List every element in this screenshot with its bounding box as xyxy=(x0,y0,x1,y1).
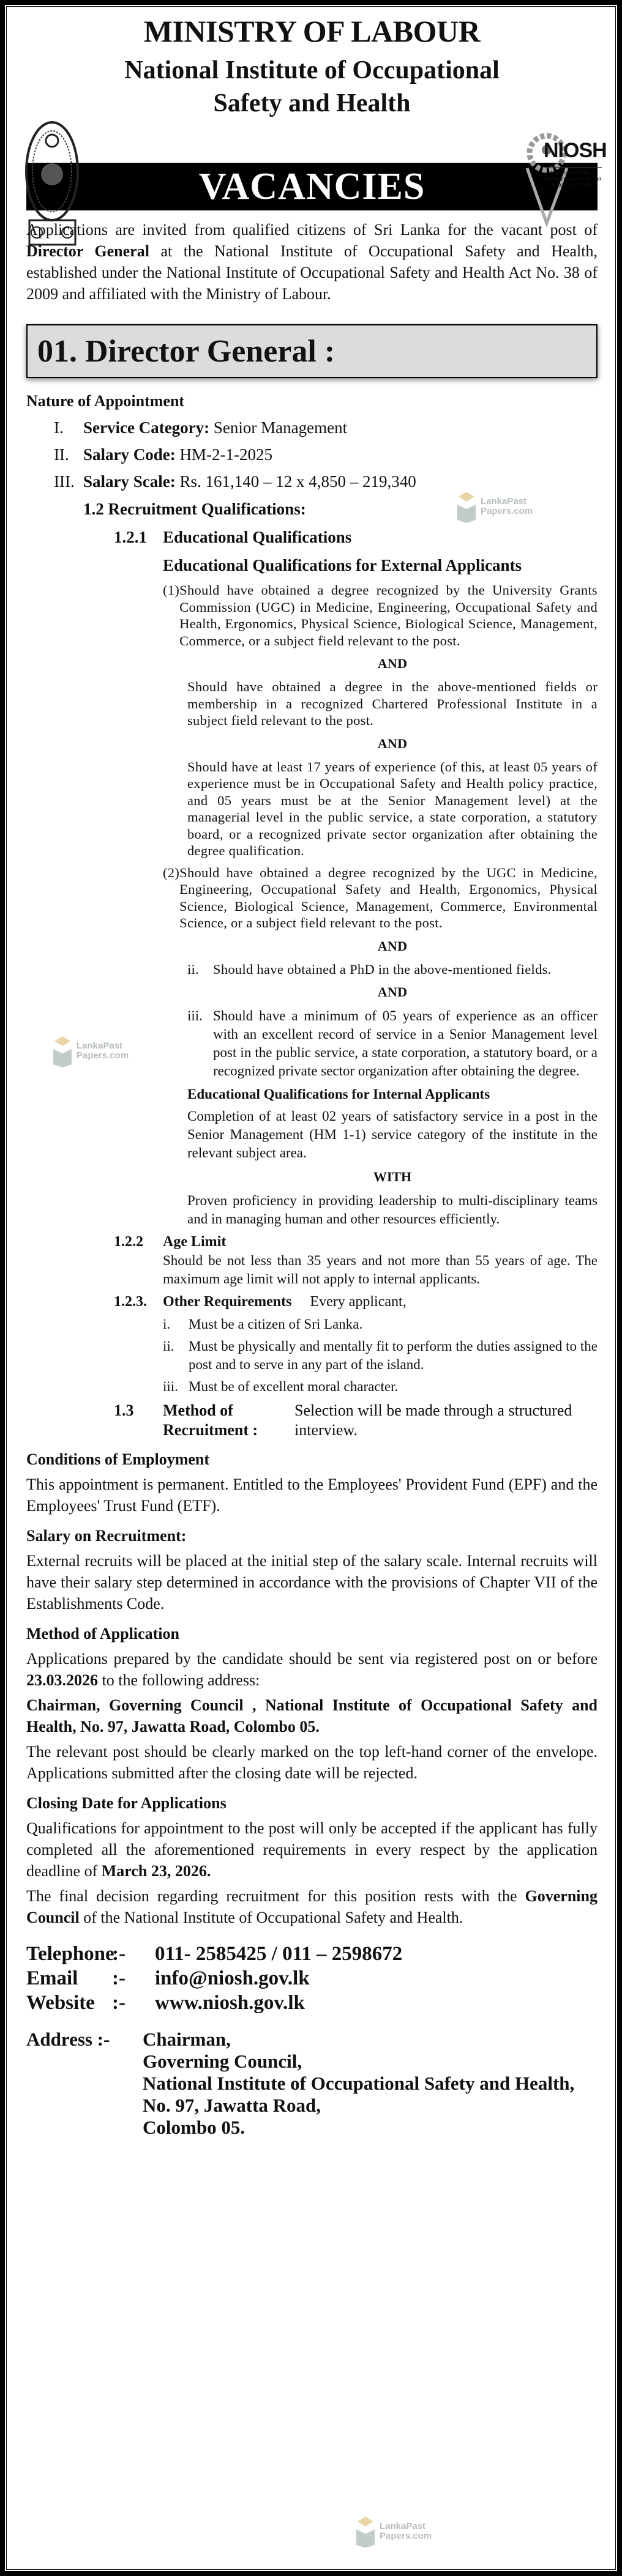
item-text: Should have a minimum of 05 years of experience as an officer with an excellent record of service in a Senior Management level post in the public service, a state corporation, a statutory board, or a recognized private sector organization after obtaining the degree. xyxy=(213,1008,598,1078)
nature-heading: Nature of Appointment xyxy=(26,392,185,410)
nature-item xyxy=(26,417,598,439)
watermark-text: LankaPast xyxy=(380,2520,426,2531)
application-heading: Method of Application xyxy=(26,1625,179,1642)
contacts xyxy=(26,1942,598,2015)
address-line: No. 97, Jawatta Road, xyxy=(143,2095,321,2116)
salary-text: External recruits will be placed at the initial step of the salary scale. Internal recruits will have their salary step determined in accordance with the provisions of Chapter VII of the Establishments Code. xyxy=(26,1552,598,1613)
address-line: National Institute of Occupational Safety and Health, xyxy=(143,2073,575,2094)
vacancies-banner: VACANCIES xyxy=(26,163,598,210)
watermark-text: LankaPast xyxy=(77,1040,123,1051)
vacancy-advertisement xyxy=(26,0,607,2139)
qualification-item-2-ii xyxy=(187,961,598,978)
item-label: Service Category: xyxy=(83,418,210,437)
item-num: iii. xyxy=(163,1379,178,1394)
watermark xyxy=(52,1034,129,1067)
ministry-title: MINISTRY OF LABOUR xyxy=(143,14,481,48)
contact-telephone xyxy=(26,1942,598,1966)
contact-label: Telephone xyxy=(26,1943,114,1965)
intro-text: Applications are invited from qualified citizens of Sri Lanka for the vacant post of xyxy=(26,221,598,239)
item-text: Must be of excellent moral character. xyxy=(189,1379,399,1394)
contact-sep: :- xyxy=(112,1943,126,1965)
address-label: Address :- xyxy=(26,2029,110,2050)
section-num: 1.3 xyxy=(114,1401,134,1419)
address-line: Chairman, xyxy=(143,2029,231,2050)
section-title: Educational Qualifications xyxy=(163,528,352,546)
telephone-value: 011- 2585425 / 011 – 2598672 xyxy=(155,1943,403,1965)
final-text-end: of the National Institute of Occupational Safety and Health. xyxy=(79,1909,463,1926)
qualification-item-1c: Should have at least 17 years of experience (of this, at least 05 years of experience must be in Occupational Safety and Health policy practice, and 05 years must be at the Senior Management level) at the managerial level in the public service, a state corporation, a statutory board, or a recognized private sector organization after obtaining the degree qualification. xyxy=(187,759,598,858)
contact-label: Email xyxy=(26,1967,78,1989)
internal-qualification-text-2: Proven proficiency in providing leadership to multi-disciplinary teams and in managing human and other resources efficiently. xyxy=(187,1193,598,1227)
closing-heading: Closing Date for Applications xyxy=(26,1794,227,1812)
address-line: Colombo 05. xyxy=(143,2117,245,2138)
email-link[interactable]: info@niosh.gov.lk xyxy=(155,1967,310,1989)
application-date: 23.03.2026 xyxy=(26,1671,98,1689)
niosh-subtitle: National Institute of Occupational Safety and Health • Sri Lanka xyxy=(544,167,602,188)
address-line: Governing Council, xyxy=(143,2051,302,2072)
item-num: i. xyxy=(163,1316,171,1332)
post-title-box: 01. Director General : xyxy=(26,324,598,378)
watermark xyxy=(355,2514,432,2548)
method-text: Selection will be made through a structured interview. xyxy=(294,1401,572,1439)
item-label: Salary Scale: xyxy=(83,472,176,491)
application-text-start: Applications prepared by the candidate should be sent via registered post on or before xyxy=(26,1650,598,1668)
niosh-logo xyxy=(489,125,605,229)
intro-paragraph xyxy=(26,219,598,305)
final-decision-text xyxy=(26,1885,598,1928)
item-num: ii. xyxy=(163,1338,174,1354)
other-requirements-intro: Every applicant, xyxy=(310,1294,407,1310)
contact-website xyxy=(26,1991,598,2015)
watermark-text: Papers.com xyxy=(380,2530,432,2541)
and-separator: AND xyxy=(377,735,408,751)
item-value: Rs. 161,140 – 12 x 4,850 – 219,340 xyxy=(175,472,416,491)
conditions-text: This appointment is permanent. Entitled to the Employees' Provident Fund (EPF) and the Employees' Trust Fund (ETF). xyxy=(26,1475,598,1515)
contact-email xyxy=(26,1966,598,1991)
other-requirements-heading xyxy=(26,1292,598,1312)
and-separator: AND xyxy=(377,984,408,1000)
closing-text xyxy=(26,1817,598,1882)
section-num: 1.2.2 xyxy=(114,1234,143,1250)
contact-label: Website xyxy=(26,1992,95,2014)
institute-title: National Institute of Occupational Safety and Health xyxy=(124,56,500,117)
educational-qualifications-heading xyxy=(26,525,598,549)
watermark-text: Papers.com xyxy=(481,505,533,516)
graduation-book-icon xyxy=(456,489,477,523)
external-qualifications xyxy=(26,582,598,1001)
watermark xyxy=(456,489,533,523)
item-num: (1) xyxy=(163,582,180,598)
external-applicants-heading: Educational Qualifications for External Applicants xyxy=(163,556,522,574)
item-label: Salary Code: xyxy=(83,445,176,464)
post-name: Director General xyxy=(26,242,149,260)
application-note: The relevant post should be clearly marked on the top left-hand corner of the envelope. Applications submitted after the closing date will be rejected. xyxy=(26,1743,598,1782)
section-num: 1.2.3. xyxy=(114,1294,147,1310)
method-of-recruitment xyxy=(26,1401,598,1440)
address-block xyxy=(26,2029,598,2139)
application-text xyxy=(26,1648,598,1691)
requirement-item xyxy=(163,1315,598,1334)
external-heading xyxy=(26,554,598,577)
closing-text-start: Qualifications for appointment to the post will only be accepted if the applicant has fully completed all the aforementioned requirements in every respect by the application deadline of xyxy=(26,1819,598,1880)
item-num: II. xyxy=(54,445,69,464)
item-text: Should have obtained a PhD in the above-mentioned fields. xyxy=(213,961,552,977)
application-address: Chairman, Governing Council , National Institute of Occupational Safety and Health, No. 97, Jawatta Road, Colombo 05. xyxy=(26,1696,598,1735)
qualification-item-2 xyxy=(163,864,598,932)
contact-sep: :- xyxy=(112,1967,126,1989)
niosh-name: NIOSH xyxy=(544,139,607,162)
graduation-book-icon xyxy=(355,2514,376,2548)
and-separator: AND xyxy=(377,656,408,671)
qualification-item-2-iii xyxy=(187,1007,598,1080)
nature-item xyxy=(26,444,598,466)
governing-council: Governing Council xyxy=(26,1887,598,1926)
conditions-heading: Conditions of Employment xyxy=(26,1450,210,1468)
closing-date: March 23, 2026. xyxy=(101,1862,211,1880)
qualification-item-1 xyxy=(163,582,598,649)
website-link[interactable]: www.niosh.gov.lk xyxy=(155,1992,305,2014)
internal-applicants-heading: Educational Qualifications for Internal Applicants xyxy=(187,1086,490,1102)
watermark-text: Papers.com xyxy=(77,1050,129,1061)
intro-text-end: at the National Institute of Occupational Safety and Health, established under the National Institute of Occupational Safety and Health Act No. 38 of 2009 and affiliated with the Ministry of Labour. xyxy=(26,242,598,303)
item-text: Should have obtained a degree recognized by the UGC in Medicine, Engineering, Occupational Safety and Health, Ergonomics, Physical Science, Biological Science, Management, Commerce, Environmental Science, or a subject field relevant to the post. xyxy=(179,864,598,930)
section-num: 1.2.1 xyxy=(114,528,147,546)
contact-sep: :- xyxy=(112,1992,126,2014)
item-text: Should have obtained a degree recognized by the University Grants Commission (UGC) in Medicine, Engineering, Occupational Safety and Health, Ergonomics, Physical Science, Biological Science, Management, Commerce, or a subject field relevant to the post. xyxy=(179,582,598,648)
section-title: Other Requirements xyxy=(163,1294,292,1310)
item-num: I. xyxy=(54,418,64,437)
section-title: Method of Recruitment : xyxy=(163,1401,258,1439)
sri-lanka-emblem-icon xyxy=(23,83,81,251)
age-limit-heading xyxy=(26,1232,598,1252)
and-separator: AND xyxy=(377,938,408,954)
item-num: ii. xyxy=(187,961,200,977)
application-text-end: to the following address: xyxy=(98,1671,260,1689)
item-num: (2) xyxy=(163,864,180,880)
lower-sections xyxy=(26,1449,598,1928)
item-value: HM-2-1-2025 xyxy=(175,445,272,464)
requirement-item xyxy=(163,1378,598,1396)
address-lines xyxy=(143,2029,574,2139)
salary-heading: Salary on Recruitment: xyxy=(26,1527,187,1545)
recruitment-qualifications-heading: 1.2 Recruitment Qualifications: xyxy=(83,500,306,518)
item-value: Senior Management xyxy=(209,418,348,437)
with-separator: WITH xyxy=(373,1169,412,1184)
internal-qualification-text: Completion of at least 02 years of satisfactory service in a post in the Senior Management (HM 1-1) service category of the institute in the relevant subject area. xyxy=(187,1108,598,1160)
item-num: iii. xyxy=(187,1008,203,1023)
item-num: III. xyxy=(54,472,75,491)
item-text: Must be a citizen of Sri Lanka. xyxy=(189,1316,363,1332)
watermark-text: LankaPast xyxy=(481,496,527,507)
graduation-book-icon xyxy=(52,1034,73,1067)
item-text: Must be physically and mentally fit to perform the duties assigned to the post and to serve in any part of the island. xyxy=(189,1338,598,1372)
final-text-start: The final decision regarding recruitment for this position rests with the xyxy=(26,1887,525,1905)
age-limit-text: Should be not less than 35 years and not more than 55 years of age. The maximum age limit will not apply to internal applicants. xyxy=(163,1253,598,1286)
qualification-item-1b: Should have obtained a degree in the above-mentioned fields or membership in a recognized Chartered Professional Institute in a subject field relevant to the post. xyxy=(187,679,598,728)
requirement-item xyxy=(163,1337,598,1374)
section-title: Age Limit xyxy=(163,1234,227,1250)
